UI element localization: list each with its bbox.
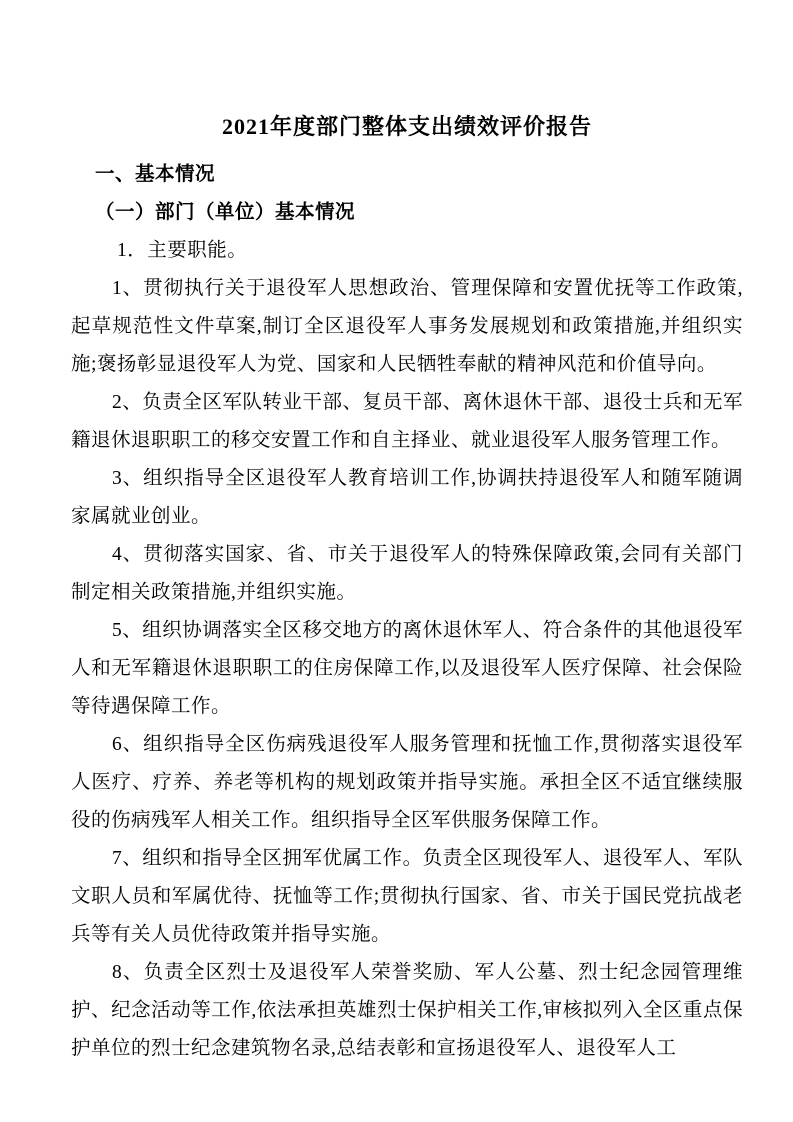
paragraph-function-3: 3、组织指导全区退役军人教育培训工作,协调扶持退役军人和随军随调家属就业创业。 <box>71 468 743 527</box>
paragraph-function-5: 5、组织协调落实全区移交地方的离休退休军人、符合条件的其他退役军人和无军籍退休退职职工的住房保障工作,以及退役军人医疗保障、社会保险等待遇保障工作。 <box>71 620 743 717</box>
paragraph-function-8: 8、负责全区烈士及退役军人荣誉奖励、军人公墓、烈士纪念园管理维护、纪念活动等工作,依法承担英雄烈士保护相关工作,审核拟列入全区重点保护单位的烈士纪念建筑物名录,总结表彰和宣扬退役军人、退役军人工 <box>71 962 743 1059</box>
section-heading-basic-info: 一、基本情况 <box>95 164 216 185</box>
paragraph-function-4: 4、贯彻落实国家、省、市关于退役军人的特殊保障政策,会同有关部门制定相关政策措施,并组织实施。 <box>71 544 743 603</box>
paragraph-function-6: 6、组织指导全区伤病残退役军人服务管理和抚恤工作,贯彻落实退役军人医疗、疗养、养老等机构的规划政策并指导实施。承担全区不适宜继续服役的伤病残军人相关工作。组织指导全区军供服务保障工作。 <box>71 734 743 831</box>
subitem-main-functions: 1．主要职能。 <box>117 240 248 261</box>
subsection-heading-unit-basic-info: （一）部门（单位）基本情况 <box>95 202 356 223</box>
paragraph-function-1: 1、贯彻执行关于退役军人思想政治、管理保障和安置优抚等工作政策,起草规范性文件草案,制订全区退役军人事务发展规划和政策措施,并组织实施;褒扬彰显退役军人为党、国家和人民牺牲奉献的精神风范和价值导向。 <box>71 278 743 375</box>
paragraph-function-7: 7、组织和指导全区拥军优属工作。负责全区现役军人、退役军人、军队文职人员和军属优待、抚恤等工作;贯彻执行国家、省、市关于国民党抗战老兵等有关人员优待政策并指导实施。 <box>71 848 743 945</box>
paragraph-function-2: 2、负责全区军队转业干部、复员干部、离休退休干部、退役士兵和无军籍退休退职职工的移交安置工作和自主择业、就业退役军人服务管理工作。 <box>71 392 743 451</box>
page-title: 2021年度部门整体支出绩效评价报告 <box>221 114 592 139</box>
